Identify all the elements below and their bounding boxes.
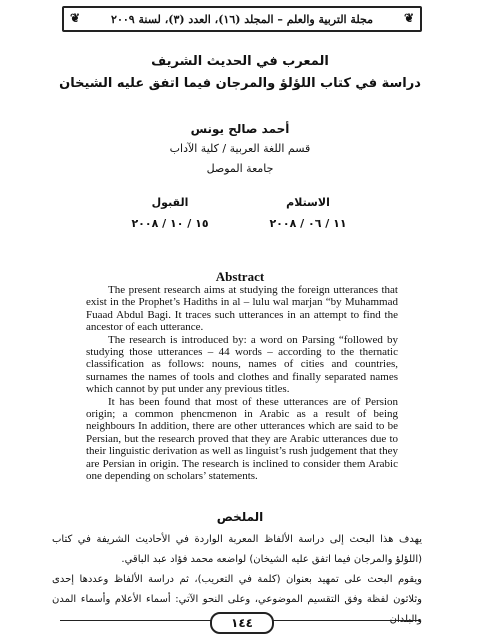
abstract-paragraph: The research is introduced by: a word on Parsing “followed by studying those utterances – 44 words – according to the thernatic classification as follows: nouns, names of cities and countries, surnames the names of tools and clothes and finally separated names which cannot by put under any previous titles. bbox=[86, 333, 398, 396]
ornament-icon: ❦ bbox=[70, 11, 81, 25]
arabic-summary-paragraph: ويقوم البحث على تمهيد بعنوان (كلمة في التعريب)، ثم دراسة الألفاظ وعددها إحدى وثلاثون لفظة وفق التقسيم الموضوعي، وعلى النحو الآتي: أسماء الأعلام وأسماء المدن والبلدان bbox=[52, 574, 422, 625]
accepted-label: القبول bbox=[151, 196, 189, 209]
abstract-title: Abstract bbox=[215, 269, 265, 284]
author-name: أحمد صالح يونس bbox=[190, 122, 290, 136]
arabic-summary-paragraph: يهدف هذا البحث إلى دراسة الألفاظ المعربة الواردة في الأحاديث الشريفة في كتاب (اللؤلؤ والمرجان فيما اتفق عليه الشيخان) لواضعه محمد فؤاد عبد الباقي. bbox=[52, 534, 422, 565]
page-number: ١٤٤ bbox=[210, 612, 274, 634]
received-label: الاستلام bbox=[286, 196, 330, 209]
accepted-date: ١٥ / ١٠ / ٢٠٠٨ bbox=[131, 217, 209, 230]
abstract-paragraph: It has been found that most of these utterances are of Persion origin; a common phencmenon in Arabic as a result of being neighbours In addition, there are other utterances which are said to be Persian, but the research proved that they are Arabic utterances due to their linguistic derivation as well as linguist’s rush judgement that they are Persian in origin. The research is inclined to consider them Arabic one depending on scholars’ statements. bbox=[86, 395, 398, 483]
received-date: ١١ / ٠٦ / ٢٠٠٨ bbox=[269, 217, 347, 230]
author-university: جامعة الموصل bbox=[206, 162, 274, 175]
journal-header bbox=[62, 6, 422, 32]
arabic-summary-title: الملخص bbox=[216, 510, 264, 524]
journal-header-text: مجلة التربية والعلم – المجلد (١٦)، العدد (٣)، لسنة ٢٠٠٩ bbox=[111, 12, 373, 26]
abstract-paragraph: The present research aims at studying the foreign utterances that exist in the Prophet’s Hadiths in al – lulu wal marjan “by Muhammad Fuaad Abdul Bagi. It traces such utterances in an attempt to find the ancestor of each utterance. bbox=[86, 284, 398, 334]
paper-subtitle: دراسة في كتاب اللؤلؤ والمرجان فيما اتفق عليه الشيخان bbox=[59, 76, 421, 91]
ornament-icon: ❦ bbox=[403, 11, 414, 25]
abstract-body bbox=[86, 284, 398, 483]
paper-title: المعرب في الحديث الشريف bbox=[151, 54, 329, 69]
author-department: قسم اللغة العربية / كلية الآداب bbox=[169, 142, 311, 155]
